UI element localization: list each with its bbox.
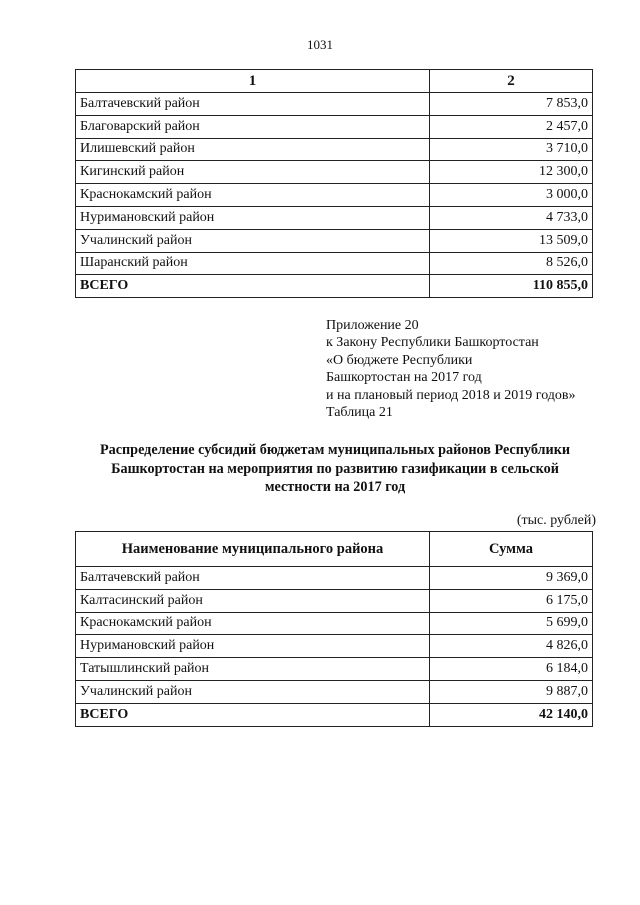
document-title <box>70 441 600 497</box>
table-total-row <box>76 275 593 298</box>
table-total-row <box>76 703 593 726</box>
appendix-line: Приложение 20 <box>326 318 419 333</box>
district-amount: 8 526,0 <box>430 252 593 275</box>
table-row <box>76 115 593 138</box>
table-row <box>76 206 593 229</box>
column-header-1: 1 <box>76 70 430 93</box>
district-name: Кигинский район <box>76 161 430 184</box>
appendix-line: к Закону Республики Башкортостан <box>326 335 539 351</box>
table-row <box>76 635 593 658</box>
column-header-amount: Сумма <box>430 532 593 567</box>
district-amount: 9 369,0 <box>430 567 593 590</box>
district-amounts-table-continued <box>75 69 593 298</box>
table-row <box>76 161 593 184</box>
district-name: Балтачевский район <box>76 93 430 116</box>
district-name: Балтачевский район <box>76 567 430 590</box>
district-name: Илишевский район <box>76 138 430 161</box>
district-amount: 4 733,0 <box>430 206 593 229</box>
page-number: 1031 <box>307 37 333 52</box>
gasification-subsidies-table <box>75 531 593 727</box>
table-row <box>76 658 593 681</box>
table-row <box>76 229 593 252</box>
table-row <box>76 589 593 612</box>
units-label: (тыс. рублей) <box>516 513 596 528</box>
district-name: Нуримановский район <box>76 635 430 658</box>
district-name: Краснокамский район <box>76 612 430 635</box>
title-line: местности на 2017 год <box>264 479 406 496</box>
district-amount: 2 457,0 <box>430 115 593 138</box>
district-amount: 5 699,0 <box>430 612 593 635</box>
district-amount: 4 826,0 <box>430 635 593 658</box>
district-name: Татышлинский район <box>76 658 430 681</box>
column-header-district: Наименование муниципального района <box>76 532 430 567</box>
district-amount: 6 184,0 <box>430 658 593 681</box>
district-name: Благоварский район <box>76 115 430 138</box>
title-line: Башкортостан на мероприятия по развитию газификации в сельской <box>111 460 559 477</box>
total-amount: 42 140,0 <box>430 703 593 726</box>
table-header-row <box>76 532 593 567</box>
district-amount: 6 175,0 <box>430 589 593 612</box>
district-amount: 3 710,0 <box>430 138 593 161</box>
district-amount: 9 887,0 <box>430 680 593 703</box>
district-name: Шаранский район <box>76 252 430 275</box>
table-row <box>76 680 593 703</box>
table-row <box>76 567 593 590</box>
table-row <box>76 93 593 116</box>
column-header-2: 2 <box>430 70 593 93</box>
district-amount: 13 509,0 <box>430 229 593 252</box>
district-amount: 3 000,0 <box>430 184 593 207</box>
total-label: ВСЕГО <box>76 703 430 726</box>
district-name: Учалинский район <box>76 680 430 703</box>
total-amount: 110 855,0 <box>430 275 593 298</box>
district-name: Краснокамский район <box>76 184 430 207</box>
district-name: Нуримановский район <box>76 206 430 229</box>
appendix-line: Башкортостан на 2017 год <box>326 370 482 386</box>
title-line: Распределение субсидий бюджетам муниципальных районов Республики <box>99 442 571 458</box>
district-name: Калтасинский район <box>76 589 430 612</box>
district-amount: 12 300,0 <box>430 161 593 184</box>
total-label: ВСЕГО <box>76 275 430 298</box>
table-number: Таблица 21 <box>326 405 393 421</box>
table-row <box>76 612 593 635</box>
table-row <box>76 252 593 275</box>
appendix-reference <box>326 317 576 421</box>
table-row <box>76 184 593 207</box>
appendix-line: и на плановый период 2018 и 2019 годов» <box>326 387 576 403</box>
table-row <box>76 138 593 161</box>
table-header-row <box>76 70 593 93</box>
appendix-line: «О бюджете Республики <box>326 352 473 368</box>
district-name: Учалинский район <box>76 229 430 252</box>
district-amount: 7 853,0 <box>430 93 593 116</box>
